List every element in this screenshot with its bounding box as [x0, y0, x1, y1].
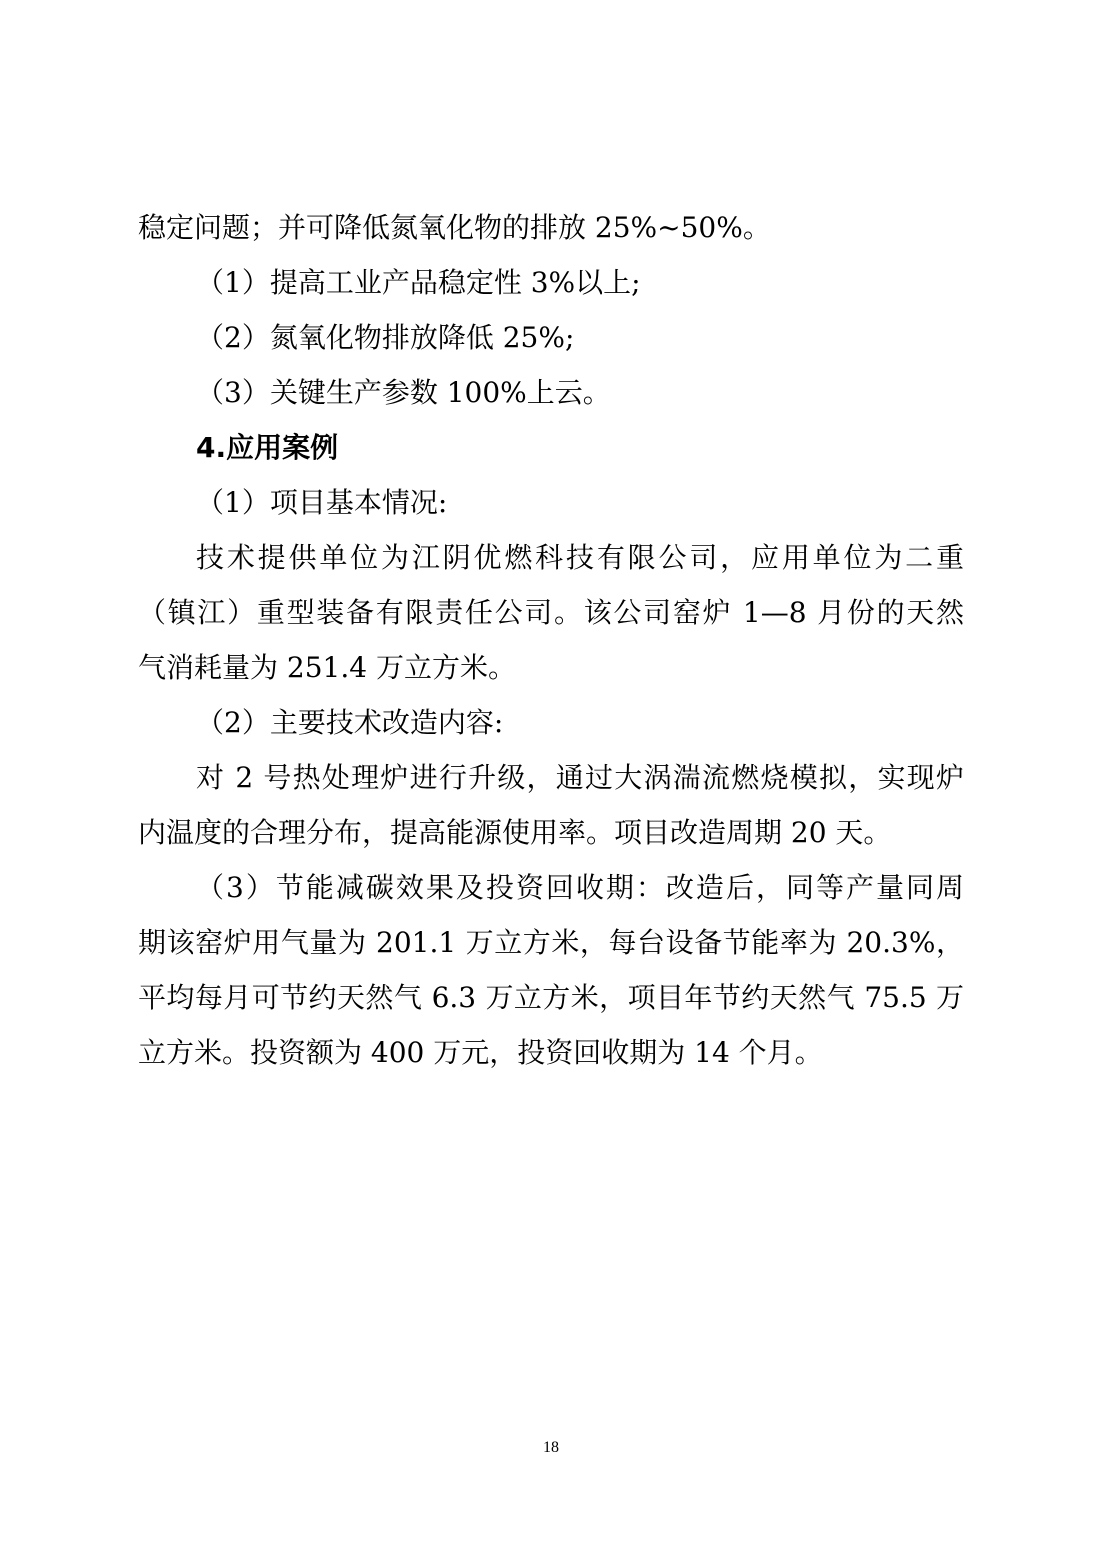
list-item: （3）关键生产参数 100%上云。: [196, 376, 611, 409]
subsection-heading: （2）主要技术改造内容:: [196, 706, 504, 739]
paragraph-line: 技术提供单位为江阴优燃科技有限公司，应用单位为二重: [196, 541, 964, 574]
subsection-heading: （1）项目基本情况:: [196, 486, 448, 519]
paragraph-line: 稳定问题；并可降低氮氧化物的排放 25%~50%。: [138, 211, 771, 244]
paragraph-line: 对 2 号热处理炉进行升级，通过大涡湍流燃烧模拟，实现炉: [196, 761, 964, 794]
page-number: 18: [543, 1439, 559, 1456]
paragraph-line: （3）节能减碳效果及投资回收期：改造后，同等产量同周: [196, 871, 964, 904]
paragraph-line: 气消耗量为 251.4 万立方米。: [138, 651, 516, 684]
section-heading: 4.应用案例: [196, 431, 339, 464]
paragraph-line: 平均每月可节约天然气 6.3 万立方米，项目年节约天然气 75.5 万: [138, 981, 964, 1014]
paragraph-line: （镇江）重型装备有限责任公司。该公司窑炉 1—8 月份的天然: [138, 596, 964, 629]
list-item: （1）提高工业产品稳定性 3%以上;: [196, 266, 641, 299]
paragraph-line: 期该窑炉用气量为 201.1 万立方米，每台设备节能率为 20.3%，: [138, 926, 964, 959]
paragraph-line: 内温度的合理分布，提高能源使用率。项目改造周期 20 天。: [138, 816, 892, 849]
list-item: （2）氮氧化物排放降低 25%;: [196, 321, 575, 354]
paragraph-line: 立方米。投资额为 400 万元，投资回收期为 14 个月。: [138, 1036, 823, 1069]
